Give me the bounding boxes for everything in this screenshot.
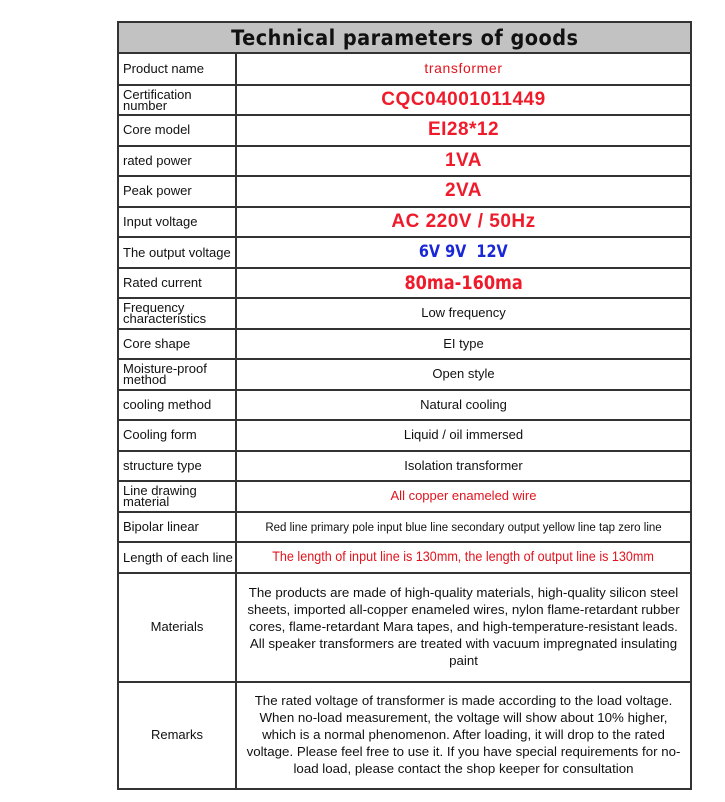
- label-line-drawing-material: Line drawing material: [119, 481, 236, 512]
- row-moisture-proof-method: [119, 359, 690, 390]
- parameters-grid: [119, 54, 690, 788]
- row-input-voltage: [119, 207, 690, 238]
- label-bipolar-linear: Bipolar linear: [119, 512, 236, 543]
- value-frequency-characteristics: Low frequency: [236, 298, 690, 329]
- label-structure-type: structure type: [119, 451, 236, 482]
- value-remarks: The rated voltage of transformer is made according to the load voltage. When no-load measurement, the voltage will show about 10% higher, which is a normal phenomenon. After loading, it will drop to the rated voltage. Please feel free to use it. If you have special requirements for no-load load, please contact the shop keeper for consultation: [236, 682, 690, 788]
- label-moisture-proof-method: Moisture-proof method: [119, 359, 236, 390]
- label-cooling-method: cooling method: [119, 390, 236, 421]
- row-certification-number: [119, 85, 690, 116]
- row-structure-type: [119, 451, 690, 482]
- label-peak-power: Peak power: [119, 176, 236, 207]
- value-output-voltage: 6V 9V 12V: [236, 237, 690, 268]
- row-output-voltage: [119, 237, 690, 268]
- value-certification-number: CQC04001011449: [236, 85, 690, 116]
- label-core-model: Core model: [119, 115, 236, 146]
- label-cooling-form: Cooling form: [119, 420, 236, 451]
- label-core-shape: Core shape: [119, 329, 236, 360]
- value-cooling-form: Liquid / oil immersed: [236, 420, 690, 451]
- value-input-voltage: AC 220V / 50Hz: [236, 207, 690, 238]
- row-rated-power: [119, 146, 690, 177]
- label-rated-power: rated power: [119, 146, 236, 177]
- value-line-drawing-material: All copper enameled wire: [236, 481, 690, 512]
- value-product-name: transformer: [236, 54, 690, 85]
- table-title-band: [119, 23, 690, 54]
- value-moisture-proof-method: Open style: [236, 359, 690, 390]
- label-materials: Materials: [119, 573, 236, 682]
- value-core-model: EI28*12: [236, 115, 690, 146]
- row-cooling-method: [119, 390, 690, 421]
- row-bipolar-linear: [119, 512, 690, 543]
- row-line-drawing-material: [119, 481, 690, 512]
- row-materials: [119, 573, 690, 682]
- row-peak-power: [119, 176, 690, 207]
- table-title: Technical parameters of goods: [230, 25, 579, 50]
- value-cooling-method: Natural cooling: [236, 390, 690, 421]
- row-remarks: [119, 682, 690, 788]
- row-length-of-each-line: [119, 542, 690, 573]
- value-rated-current: 80ma-160ma: [236, 268, 690, 299]
- label-rated-current: Rated current: [119, 268, 236, 299]
- label-frequency-characteristics: Frequency characteristics: [119, 298, 236, 329]
- label-certification-number: Certification number: [119, 85, 236, 116]
- value-core-shape: EI type: [236, 329, 690, 360]
- row-frequency-characteristics: [119, 298, 690, 329]
- label-input-voltage: Input voltage: [119, 207, 236, 238]
- label-length-of-each-line: Length of each line: [119, 542, 236, 573]
- row-cooling-form: [119, 420, 690, 451]
- value-bipolar-linear: Red line primary pole input blue line secondary output yellow line tap zero line: [236, 512, 690, 543]
- value-materials: The products are made of high-quality materials, high-quality silicon steel sheets, imported all-copper enameled wires, nylon flame-retardant rubber cores, flame-retardant Mara tapes, and high-temperature-resistant leads. All speaker transformers are treated with vacuum impregnated insulating paint: [236, 573, 690, 682]
- value-structure-type: Isolation transformer: [236, 451, 690, 482]
- label-product-name: Product name: [119, 54, 236, 85]
- row-core-model: [119, 115, 690, 146]
- label-output-voltage: The output voltage: [119, 237, 236, 268]
- technical-parameters-table: [117, 21, 692, 790]
- value-length-of-each-line: The length of input line is 130mm, the length of output line is 130mm: [236, 542, 690, 573]
- label-remarks: Remarks: [119, 682, 236, 788]
- value-rated-power: 1VA: [236, 146, 690, 177]
- row-rated-current: [119, 268, 690, 299]
- row-product-name: [119, 54, 690, 85]
- row-core-shape: [119, 329, 690, 360]
- value-peak-power: 2VA: [236, 176, 690, 207]
